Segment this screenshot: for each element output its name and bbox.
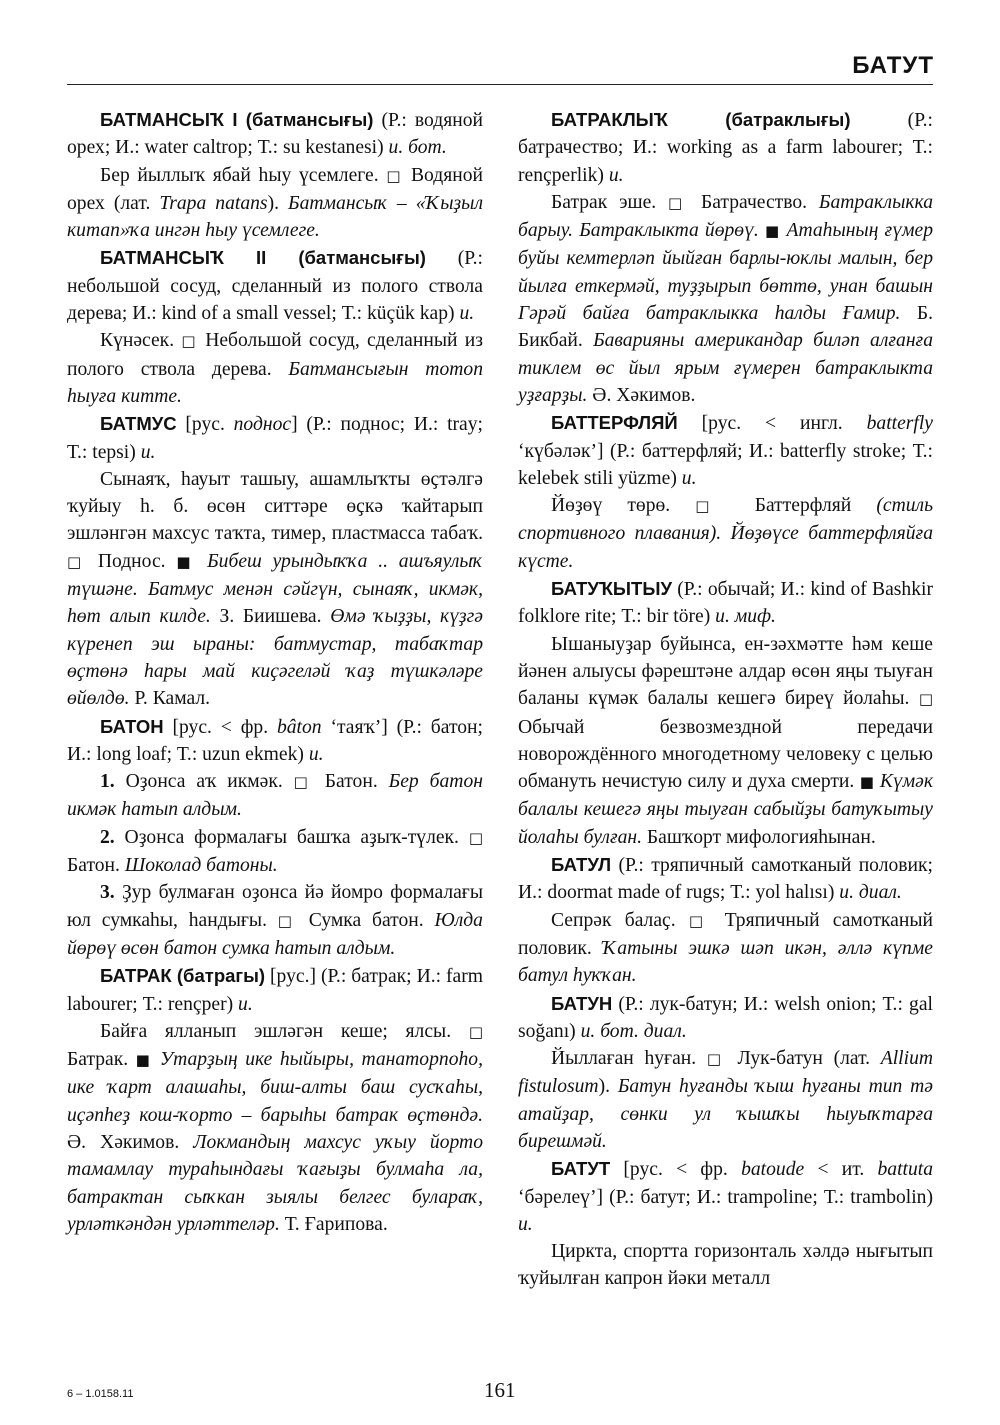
running-head: БАТУТ [852, 52, 934, 79]
sense-number: 1. [100, 771, 115, 793]
text-run: (Р.: лук-батун; И.: welsh onion; Т.: gal soğanı) [518, 993, 933, 1042]
sense-number: 3. [100, 882, 115, 904]
text-run: Ә. Хәкимов. [67, 1131, 194, 1153]
text-run: З. Биишева. [210, 606, 331, 628]
text-run: Ә. Хәкимов. [587, 384, 696, 406]
italic-text: Батраклыкка барыу. Батраклыкта йөрөү. [518, 191, 933, 242]
marker-symbol: □ [277, 911, 298, 930]
italic-text: и. диал. [839, 882, 902, 904]
dictionary-paragraph [67, 879, 483, 962]
dictionary-paragraph [67, 106, 483, 162]
marker-symbol: ■ [764, 222, 781, 241]
italic-text: Баварияны американдар биләп алғанға тиклем өс йыл ярым ғүмерен батраклыкта уҙғарҙы. [518, 330, 933, 406]
dictionary-paragraph [518, 1155, 933, 1238]
text-run: ‘таяҡ’] (Р.: батон; И.: long loaf; Т.: uzun ekmek) [67, 716, 483, 765]
headword: БАТТЕРФЛЯЙ [551, 412, 678, 434]
marker-symbol: □ [706, 1050, 727, 1069]
italic-text: battuta [877, 1159, 934, 1181]
text-run: Башҡорт мифологияһынан. [642, 826, 876, 848]
text-run: Сумка батон. [297, 909, 435, 931]
dictionary-paragraph [518, 1238, 933, 1293]
dictionary-paragraph [67, 466, 483, 713]
italic-text: и. [238, 993, 253, 1015]
text-run: Батрак. [67, 1049, 136, 1071]
dictionary-paragraph [67, 244, 483, 327]
italic-text: Шоколад батоны. [124, 855, 278, 877]
text-run: ‘күбәләк’] (Р.: баттерфляй; И.: batterfly stroke; Т.: kelebek stili yüzme) [518, 440, 933, 489]
dictionary-paragraph [518, 631, 933, 851]
text-run: Батрак эше. [551, 191, 669, 213]
marker-symbol: □ [695, 497, 730, 516]
italic-text: Өмә ҡыҙҙы, күҙгә күренеп эш ыраны: батмустар, табаҡтар өҫтөнә һары май киҫәгеләй ҡаҙ түшкәләре өйөлдө. [67, 606, 483, 710]
italic-text: (стиль спортивного плавания). Йөҙөүсе баттерфляйға күсте. [518, 495, 933, 572]
text-run: ). [598, 1076, 618, 1098]
text-run: Т. Ғарипова. [279, 1213, 388, 1235]
marker-symbol: □ [668, 193, 690, 212]
dictionary-paragraph [518, 907, 933, 990]
dictionary-paragraph [518, 851, 933, 907]
text-run: [рус. < фр. [163, 716, 277, 738]
text-run: Батрачество. [689, 191, 819, 213]
italic-text: Allium fistulosum [518, 1048, 934, 1098]
italic-text: и. бот. диал. [580, 1020, 687, 1042]
italic-text: Батмансыҡ – «Ҡыҙыл китап»ҡа ингән һыу үсемлеге. [67, 192, 483, 242]
marker-symbol: □ [181, 332, 198, 351]
text-run: Обычай безвозмездной передачи новорождённого многодетному человеку с целью обмануть нечистую силу и духа смерти. [518, 716, 933, 793]
text-run: Водяной орех (лат. [67, 164, 483, 214]
italic-text: Атаһының ғүмер буйы кемтерләп йыйған барлы-юклы малын, бер йылға еткермәй, туҙҙырып бөттө, унан башын Гәрәй байға батраклыкка һалды Ғамир. [518, 220, 933, 325]
marker-symbol: ■ [859, 773, 875, 792]
headword: БАТУЛ [551, 854, 612, 876]
marker-symbol: ■ [135, 1051, 153, 1070]
text-run: Ышаныуҙар буйынса, ен-зәхмәтте һәм кеше йәнен алыусы фәрештәне алдар өсөн яңы тыуған баланы күмәк балалы кешегә биреү йолаһы. [518, 633, 933, 710]
italic-text: Юлда йөрөү өсөн батон сумка һатып алдым. [67, 909, 483, 959]
italic-text: и. [681, 467, 697, 489]
header-rule [67, 84, 933, 85]
headword: БАТУТ [551, 1158, 611, 1180]
text-run: [рус. [176, 414, 234, 436]
text-run: < ит. [804, 1159, 878, 1181]
italic-text: bâton [276, 716, 322, 738]
dictionary-paragraph [518, 575, 933, 631]
text-run: Оҙонса формалағы башҡа аҙыҡ-түлек. [114, 826, 469, 848]
text-run: [рус. < ингл. [677, 413, 867, 435]
dictionary-paragraph [67, 327, 483, 410]
marker-symbol: □ [468, 828, 483, 847]
text-run: Оҙонса аҡ икмәк. [114, 771, 294, 793]
italic-text: Батун һуғанды ҡыш һуғаны тип тә атайҙар, сөнки ул ҡышҡы һыуыҡтарға бирешмәй. [518, 1076, 934, 1152]
dictionary-paragraph [67, 410, 483, 466]
headword: БАТУН [551, 992, 613, 1014]
italic-text: batoude [741, 1159, 805, 1181]
text-run: Б. Бикбай. [518, 303, 933, 352]
italic-text: и. бот. [388, 137, 447, 159]
dictionary-paragraph [518, 106, 933, 189]
dictionary-paragraph [67, 162, 483, 245]
italic-text: и. [518, 1213, 533, 1235]
italic-text: Күмәк балалы кешегә яңы тыуған сабыйҙы батуҡытыу йолаһы булған. [518, 771, 933, 848]
text-run: Сынаяҡ, һауыт ташыу, ашамлыҡты өҫтәлгә ҡуйыу һ. б. өсөн ситтәре өҫкә ҡайтарып эшләнгән махсус таҡта, тимер, пластмасса табаҡ. [67, 468, 483, 545]
marker-symbol: ■ [176, 552, 197, 571]
text-run: Сепрәк балаҫ. [551, 909, 689, 931]
left-column [67, 106, 483, 1238]
text-run: Лук-батун (лат. [726, 1048, 881, 1070]
dictionary-paragraph [518, 189, 933, 409]
italic-text: и. [140, 441, 156, 463]
text-run: Йөҙөү төрө. [551, 495, 696, 517]
text-run: Тряпичный самотканый половик. [518, 909, 933, 959]
text-run: Небольшой сосуд, сделанный из полого ствола дерева. [67, 330, 483, 380]
text-run: (Р.: небольшой сосуд, сделанный из полого ствола дерева; И.: kind of a small vessel; Т.: küçük kap) [67, 248, 484, 325]
text-run: Батон. [313, 771, 389, 793]
text-run: Поднос. [87, 550, 177, 572]
italic-text: Батмансығын тотоп һыуға китте. [67, 358, 483, 407]
headword: БАТМАНСЫҠ II (батмансығы) [100, 247, 426, 269]
marker-symbol: □ [918, 690, 933, 709]
headword: БАТРАК (батрагы) [100, 965, 266, 987]
dictionary-paragraph [518, 492, 933, 575]
text-run: Бер йыллыҡ ябай һыу үсемлеге. [100, 164, 387, 186]
italic-text: Локмандың махсус уҡыу йорто тамамлау тураһындағы ҡағыҙы булмаһа ла, батрактан сыҡкан зыялы белгес булараҡ, урләткәндән урләттеләр. [67, 1131, 483, 1235]
marker-symbol: □ [67, 552, 88, 571]
dictionary-paragraph [518, 409, 933, 492]
page-number: 161 [484, 1378, 516, 1402]
text-run: Йыллаған һуған. [551, 1048, 707, 1070]
dictionary-paragraph [67, 713, 483, 769]
text-run: ] (Р.: поднос; И.: tray; Т.: tepsi) [67, 414, 483, 463]
dictionary-paragraph [67, 768, 483, 824]
headword: БАТМУС [100, 413, 177, 435]
italic-text: Утарҙың ике һыйыры, танаторпоһо, ике ҡарт алашаһы, биш-алты баш сусҡаһы, иҫәпһеҙ кош-ҡорто – барыһы батрак өҫтөндә. [67, 1049, 483, 1126]
italic-text: Trapa natans [159, 192, 268, 214]
marker-symbol: □ [468, 1022, 483, 1041]
text-run: ). [267, 192, 289, 214]
text-run: Циркта, спортта горизонталь хәлдә нығытып ҡуйылған капрон йәки металл [518, 1241, 933, 1290]
italic-text: и. [308, 743, 324, 765]
text-run: [рус.] (Р.: батрак; И.: farm labourer; Т.: rençper) [67, 966, 483, 1015]
italic-text: batterfly [866, 413, 933, 435]
headword: БАТУҠЫТЫУ [551, 578, 672, 600]
text-run: ‘бәрелеү’] (Р.: батут; И.: trampoline; Т.: trambolin) [518, 1186, 933, 1208]
dictionary-paragraph [518, 990, 933, 1046]
marker-symbol: □ [293, 773, 314, 792]
text-run: (Р.: батрачество; И.: working as a farm labourer; Т.: rençperlik) [518, 110, 933, 186]
dictionary-paragraph [67, 824, 483, 880]
text-run: Ҙур булмаған оҙонса йә йомро формалағы юл сумкаһы, һандығы. [67, 882, 483, 931]
headword: БАТМАНСЫҠ I (батмансығы) [100, 109, 374, 130]
text-run: (Р.: тряпичный самотканый половик; И.: doormat made of rugs; Т.: yol halısı) [518, 855, 933, 904]
italic-text: Бер батон икмәк һатып алдым. [67, 771, 483, 821]
headword: БАТОН [100, 715, 164, 737]
italic-text: и. [608, 164, 624, 186]
headword: БАТРАКЛЫҠ (батраклығы) [551, 109, 851, 130]
text-run: Байға ялланып эшләгән кеше; ялсы. [100, 1020, 469, 1042]
signature-code: 6 – 1.0158.11 [67, 1388, 134, 1400]
dictionary-paragraph [67, 962, 483, 1018]
text-run: Р. Камал. [129, 688, 211, 710]
sense-number: 2. [100, 826, 115, 848]
text-run: [рус. < фр. [610, 1159, 742, 1181]
italic-text: и. [459, 303, 475, 325]
text-run: (Р.: обычай; И.: kind of Bashkir folklore rite; Т.: bir töre) [518, 579, 933, 628]
italic-text: поднос [233, 414, 292, 436]
text-run: (Р.: водяной орех; И.: water caltrop; Т.: su kestanesi) [67, 110, 483, 159]
text-run: Батон. [67, 855, 125, 877]
dictionary-paragraph [67, 1018, 483, 1238]
dictionary-paragraph [518, 1045, 933, 1155]
right-column [518, 106, 933, 1293]
italic-text: Ҡатыны эшкә шәп икән, әллә күпме батул һуҡҡан. [518, 937, 934, 987]
text-run: Баттерфляй [729, 495, 877, 517]
text-run: Күнәсек. [100, 330, 182, 352]
italic-text: Бибеш урындыҡҡа .. ашъяулыҡ түшәне. Батмус менән сәйгүн, сынаяҡ, икмәк, һөт алып килде. [67, 550, 483, 628]
marker-symbol: □ [688, 911, 712, 930]
italic-text: и. миф. [715, 606, 776, 628]
marker-symbol: □ [386, 166, 404, 185]
